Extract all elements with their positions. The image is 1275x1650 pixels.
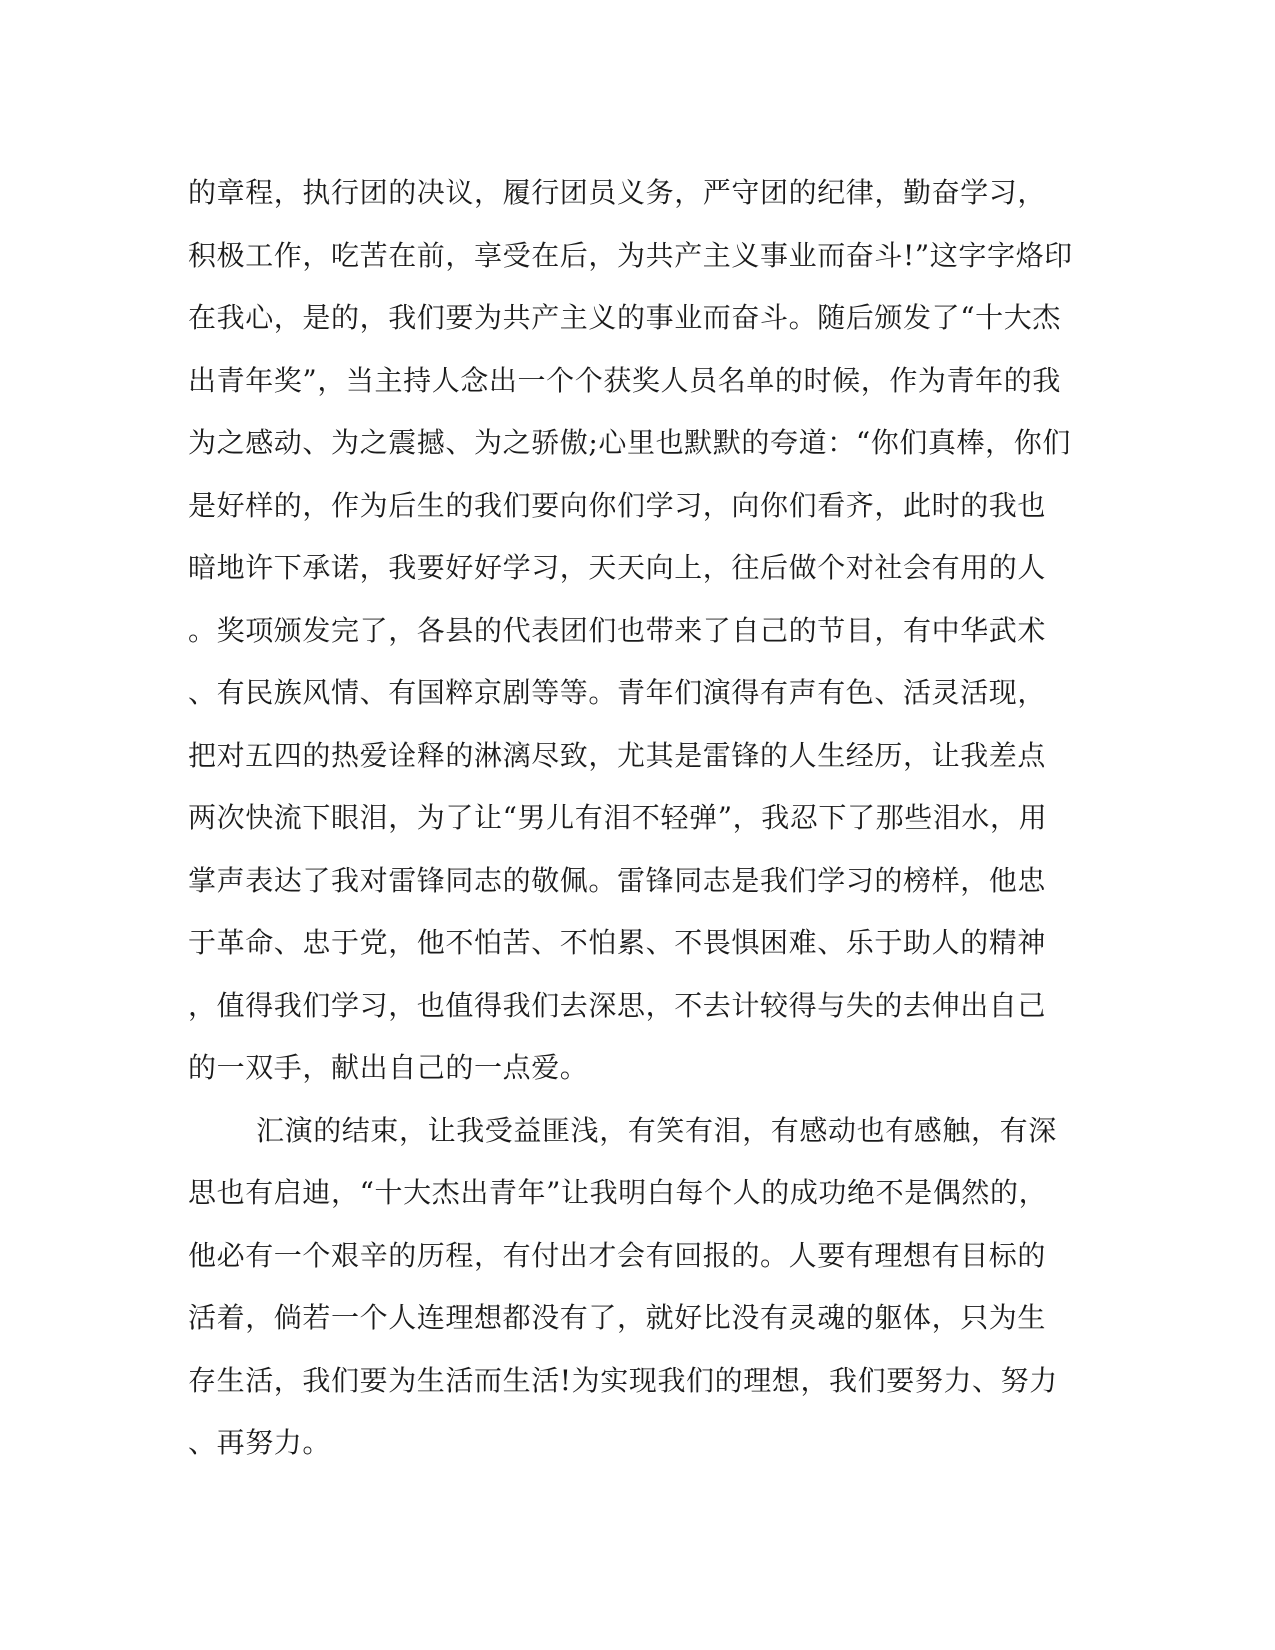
body-text: [188, 162, 1088, 1475]
text-line: 活着，倘若一个人连理想都没有了，就好比没有灵魂的躯体，只为生: [188, 1301, 1047, 1334]
paragraph-1: [188, 162, 1088, 1100]
text-line: 、有民族风情、有国粹京剧等等。青年们演得有声有色、活灵活现，: [188, 676, 1047, 709]
text-line: 存生活，我们要为生活而生活!为实现我们的理想，我们要努力、努力: [188, 1363, 1058, 1397]
text-line: 掌声表达了我对雷锋同志的敬佩。雷锋同志是我们学习的榜样，他忠: [188, 863, 1047, 897]
text-line: 两次快流下眼泪，为了让“男儿有泪不轻弹”，我忍下了那些泪水，用: [188, 801, 1048, 834]
text-line: 思也有启迪，“十大杰出青年”让我明白每个人的成功绝不是偶然的，: [188, 1176, 1048, 1209]
text-line: 。奖项颁发完了，各县的代表团们也带来了自己的节目，有中华武术: [188, 613, 1047, 647]
text-line: 他必有一个艰辛的历程，有付出才会有回报的。人要有理想有目标的: [188, 1238, 1047, 1272]
text-line: 、再努力。: [188, 1426, 332, 1459]
text-line: 出青年奖”，当主持人念出一个个获奖人员名单的时候，作为青年的我: [188, 363, 1061, 397]
text-line: 是好样的，作为后生的我们要向你们学习，向你们看齐，此时的我也: [188, 488, 1047, 522]
text-line: 为之感动、为之震撼、为之骄傲;心里也默默的夸道：“你们真棒，你们: [188, 426, 1071, 459]
text-line: 积极工作，吃苦在前，享受在后，为共产主义事业而奋斗!”这字字烙印: [188, 238, 1073, 272]
text-line: 的一双手，献出自己的一点爱。: [188, 1051, 589, 1084]
text-line: 暗地许下承诺，我要好好学习，天天向上，往后做个对社会有用的人: [188, 551, 1047, 584]
text-line: 把对五四的热爱诠释的淋漓尽致，尤其是雷锋的人生经历，让我差点: [188, 738, 1047, 772]
text-line: 于革命、忠于党，他不怕苦、不怕累、不畏惧困难、乐于助人的精神: [188, 926, 1047, 959]
text-line: 在我心，是的，我们要为共产主义的事业而奋斗。随后颁发了“十大杰: [188, 301, 1061, 334]
text-line: 的章程，执行团的决议，履行团员义务，严守团的纪律，勤奋学习，: [188, 176, 1047, 209]
paragraph-2: [188, 1100, 1088, 1475]
text-line: 汇演的结束，让我受益匪浅，有笑有泪，有感动也有感触，有深: [256, 1113, 1057, 1147]
text-line: ，值得我们学习，也值得我们去深思，不去计较得与失的去伸出自己: [188, 988, 1047, 1022]
